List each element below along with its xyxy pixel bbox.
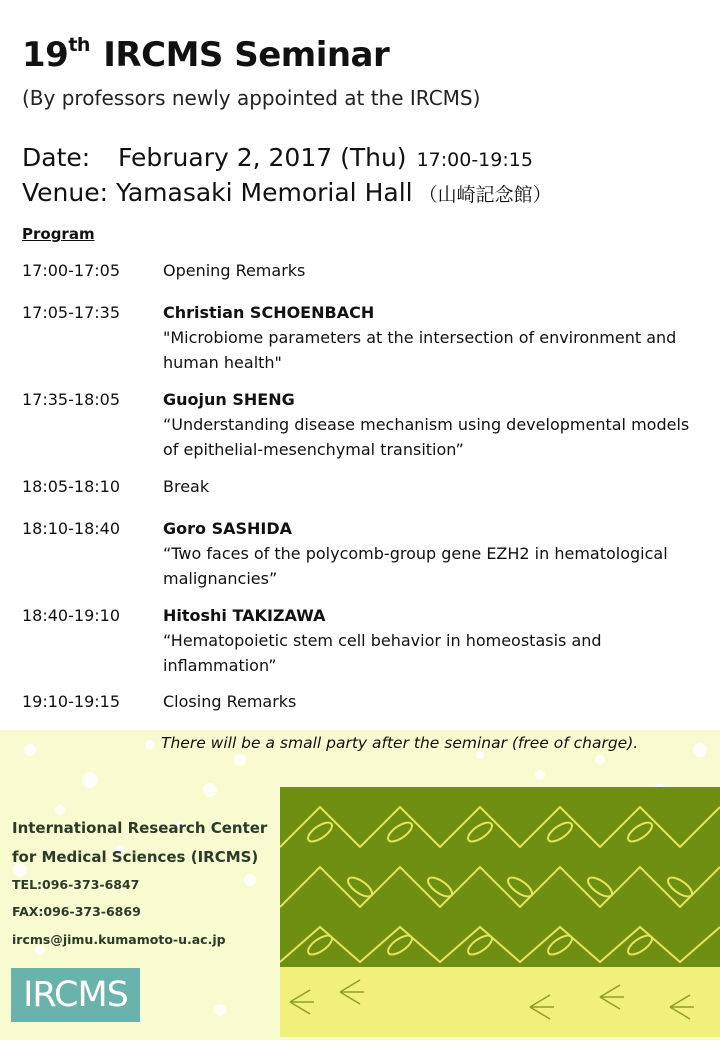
- program-talk-title: “Hematopoietic stem cell behavior in homeostasis and inflammation”: [163, 631, 602, 675]
- organization-name: [12, 814, 267, 872]
- title-ordinal-suffix: th: [68, 34, 90, 56]
- venue-japanese-name: （山崎記念館）: [418, 184, 552, 206]
- title-text: IRCMS Seminar: [103, 35, 390, 75]
- time-value: 17:00-19:15: [416, 149, 533, 171]
- date-label: Date:: [22, 143, 91, 172]
- date-value: February 2, 2017 (Thu): [118, 143, 407, 172]
- ircms-logo: IRCMS: [11, 968, 140, 1022]
- program-time: 18:10-18:40: [22, 519, 120, 538]
- seminar-subtitle: (By professors newly appointed at the IRCMS): [22, 86, 481, 110]
- email-address[interactable]: ircms@jimu.kumamoto-u.ac.jp: [12, 932, 226, 947]
- program-speaker: Guojun SHENG: [163, 390, 295, 409]
- org-line-2: for Medical Sciences (IRCMS): [12, 848, 259, 866]
- program-time: 17:00-17:05: [22, 261, 120, 280]
- program-time: 18:05-18:10: [22, 477, 120, 496]
- program-talk-title: “Two faces of the polycomb-group gene EZH2 in hematological malignancies”: [163, 544, 668, 588]
- title-number: 19: [22, 35, 69, 75]
- fax-number: FAX:096-373-6869: [12, 904, 141, 919]
- program-speaker: Hitoshi TAKIZAWA: [163, 606, 326, 625]
- program-text: Opening Remarks: [163, 261, 306, 280]
- venue-label: Venue:: [22, 178, 109, 207]
- bamboo-pattern-artwork: [280, 787, 720, 1037]
- program-heading: Program: [22, 225, 95, 243]
- party-note: There will be a small party after the seminar (free of charge).: [161, 734, 639, 752]
- tel-number: TEL:096-373-6847: [12, 877, 140, 892]
- program-time: 18:40-19:10: [22, 606, 120, 625]
- program-speaker: Christian SCHOENBACH: [163, 303, 375, 322]
- program-time: 17:05-17:35: [22, 303, 120, 322]
- venue-line: [22, 178, 552, 207]
- program-talk-title: “Understanding disease mechanism using developmental models of epithelial-mesenchymal transition”: [163, 415, 690, 459]
- org-line-1: International Research Center: [12, 819, 268, 837]
- venue-value: Yamasaki Memorial Hall: [116, 178, 413, 207]
- seminar-title: [22, 34, 389, 75]
- program-time: 17:35-18:05: [22, 390, 120, 409]
- program-text: Break: [163, 477, 210, 496]
- program-text: Closing Remarks: [163, 692, 297, 711]
- date-line: [22, 143, 533, 172]
- program-talk-title: "Microbiome parameters at the intersection of environment and human health": [163, 328, 677, 372]
- program-time: 19:10-19:15: [22, 692, 120, 711]
- program-speaker: Goro SASHIDA: [163, 519, 293, 538]
